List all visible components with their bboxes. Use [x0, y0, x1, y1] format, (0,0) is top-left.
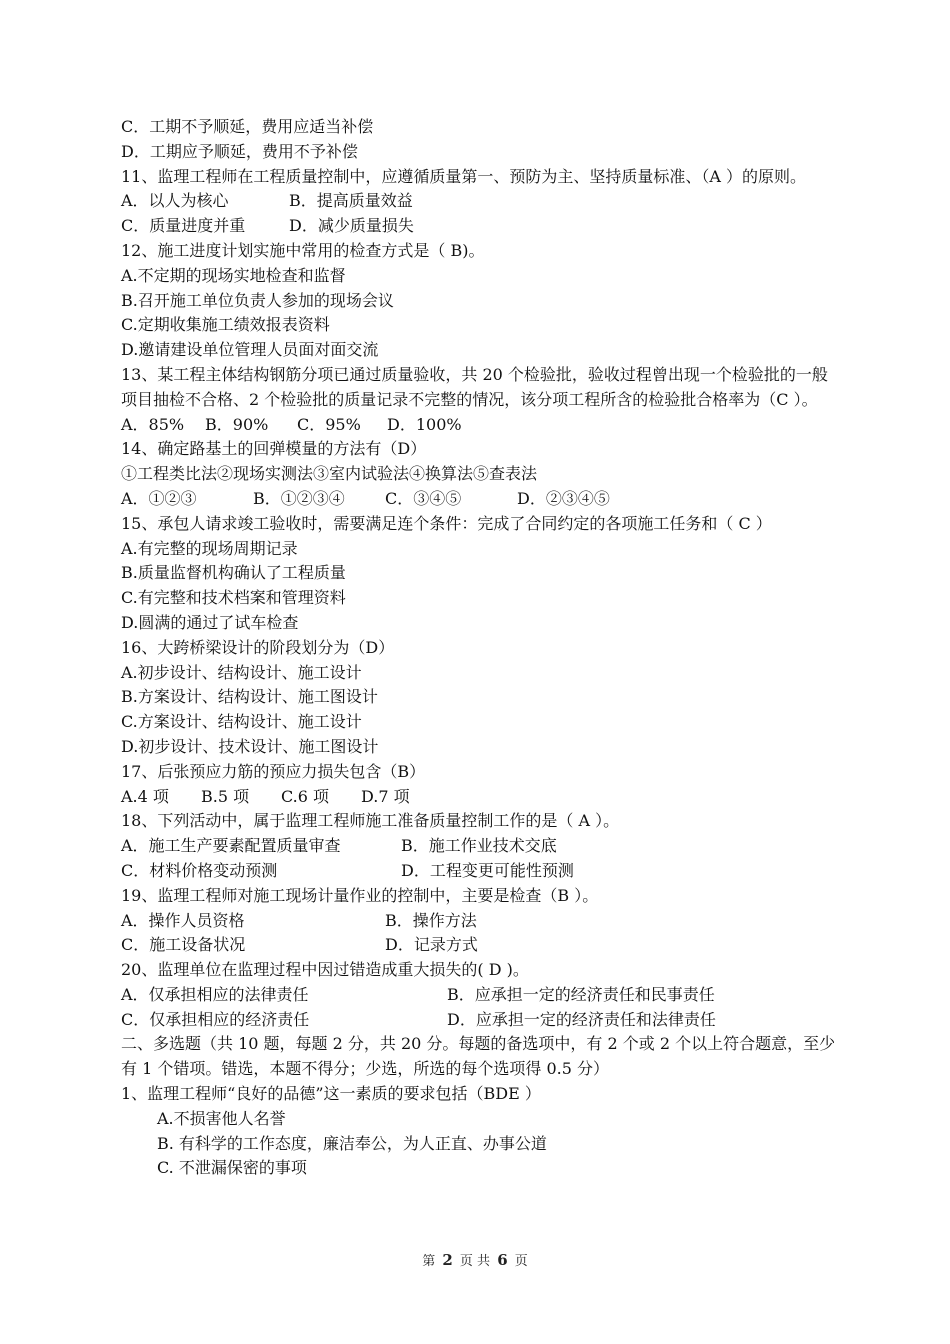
q18-option-d: D．工程变更可能性预测: [401, 860, 574, 880]
q18-option-c: C．材料价格变动预测: [121, 860, 278, 880]
s2-q1-option-b: B. 有科学的工作态度，廉洁奉公，为人正直、办事公道: [157, 1133, 547, 1153]
q20-stem: 20、监理单位在监理过程中因过错造成重大损失的( D )。: [121, 960, 529, 980]
q19-option-a: A．操作人员资格: [121, 910, 245, 930]
footer-suffix: 页: [514, 1254, 528, 1269]
q18-options-row-2: [121, 859, 841, 884]
q20-option-d: D．应承担一定的经济责任和法律责任: [447, 1009, 716, 1029]
q15-option-d: D.圆满的通过了试车检查: [121, 612, 299, 632]
q14-option-d: D．②③④⑤: [517, 488, 610, 508]
q14-option-c: C．③④⑤: [385, 488, 462, 508]
q19-option-d: D．记录方式: [385, 935, 478, 955]
q19-options-row-2: [121, 933, 841, 958]
q20-option-b: B．应承担一定的经济责任和民事责任: [447, 984, 715, 1004]
q18-stem: 18、下列活动中，属于监理工程师施工准备质量控制工作的是（ A ）。: [121, 811, 620, 831]
q11-option-a: A．以人为核心: [121, 191, 229, 211]
q11-option-d: D．减少质量损失: [289, 216, 414, 236]
q20-options-row-2: [121, 1008, 841, 1033]
q20-options-row-1: [121, 983, 841, 1008]
footer-total-pages: 6: [497, 1251, 508, 1269]
q11-option-b: B．提高质量效益: [289, 191, 413, 211]
page-footer: [0, 1250, 950, 1269]
q15-option-b: B.质量监督机构确认了工程质量: [121, 563, 346, 583]
q10-option-d: D．工期应予顺延，费用不予补偿: [121, 141, 358, 161]
q10-option-c: C．工期不予顺延，费用应适当补偿: [121, 117, 374, 136]
q18-option-a: A．施工生产要素配置质量审查: [121, 836, 341, 856]
q17-options-row: [121, 785, 841, 810]
q16-option-d: D.初步设计、技术设计、施工图设计: [121, 736, 379, 756]
q11-options-row-2: [121, 214, 841, 239]
q13-option-a: A．85%: [121, 414, 185, 434]
q12-stem: 12、施工进度计划实施中常用的检查方式是（ B)。: [121, 240, 485, 260]
q16-option-a: A.初步设计、结构设计、施工设计: [121, 662, 362, 682]
q14-options-row: [121, 487, 841, 512]
q11-stem: 11、监理工程师在工程质量控制中，应遵循质量第一、预防为主、坚持质量标准、（A ）的原则。: [121, 166, 807, 186]
q15-stem: 15、承包人请求竣工验收时，需要满足连个条件：完成了合同约定的各项施工任务和（ C ）: [121, 513, 772, 533]
q12-option-b: B.召开施工单位负责人参加的现场会议: [121, 290, 394, 310]
q19-options-row-1: [121, 909, 841, 934]
q16-option-c: C.方案设计、结构设计、施工设计: [121, 712, 362, 732]
q11-options-row-1: [121, 189, 841, 214]
s2-q1-option-c: C. 不泄漏保密的事项: [157, 1158, 307, 1178]
q13-option-d: D．100%: [387, 414, 462, 434]
q20-option-a: A．仅承担相应的法律责任: [121, 984, 309, 1004]
q17-option-d: D.7 项: [361, 786, 410, 806]
q14-items: ①工程类比法②现场实测法③室内试验法④换算法⑤查表法: [121, 464, 538, 484]
q12-option-c: C.定期收集施工绩效报表资料: [121, 315, 330, 335]
q20-option-c: C．仅承担相应的经济责任: [121, 1009, 310, 1029]
q12-option-a: A.不定期的现场实地检查和监督: [121, 265, 346, 285]
s2-q1-option-a: A.不损害他人名誉: [157, 1108, 286, 1128]
q12-option-d: D.邀请建设单位管理人员面对面交流: [121, 340, 379, 360]
q11-option-c: C．质量进度并重: [121, 216, 246, 236]
footer-prefix: 第: [422, 1254, 436, 1269]
section2-header: 二、多选题（共 10 题，每题 2 分，共 20 分。每题的备选项中，有 2 个或 2 个以上符合题意，至少有 1 个错项。错选，本题不得分；少选，所选的每个选项得 0.5 分）: [121, 1034, 836, 1079]
q13-options-row: [121, 413, 841, 438]
s2-q1-stem: 1、监理工程师“良好的品德”这一素质的要求包括（BDE ）: [121, 1084, 541, 1104]
q19-option-b: B．操作方法: [385, 910, 477, 930]
q15-option-a: A.有完整的现场周期记录: [121, 538, 298, 558]
q17-option-a: A.4 项: [121, 786, 169, 806]
q13-option-b: B．90%: [205, 414, 269, 434]
q17-option-c: C.6 项: [281, 786, 330, 806]
page-content: [121, 115, 841, 1181]
q18-option-b: B．施工作业技术交底: [401, 836, 557, 856]
q16-stem: 16、大跨桥梁设计的阶段划分为（D）: [121, 637, 395, 657]
q14-option-a: A．①②③: [121, 488, 197, 508]
q19-option-c: C．施工设备状况: [121, 935, 246, 955]
footer-middle: 页 共: [459, 1254, 491, 1269]
q17-stem: 17、后张预应力筋的预应力损失包含（B）: [121, 761, 426, 781]
footer-current-page: 2: [442, 1251, 453, 1269]
q14-stem: 14、确定路基土的回弹模量的方法有（D）: [121, 439, 427, 459]
q14-option-b: B．①②③④: [253, 488, 345, 508]
q15-option-c: C.有完整和技术档案和管理资料: [121, 588, 346, 608]
q19-stem: 19、监理工程师对施工现场计量作业的控制中，主要是检查（B ）。: [121, 885, 599, 905]
q13-option-c: C．95%: [297, 414, 361, 434]
q16-option-b: B.方案设计、结构设计、施工图设计: [121, 687, 378, 707]
q17-option-b: B.5 项: [201, 786, 250, 806]
q18-options-row-1: [121, 834, 841, 859]
q13-stem: 13、某工程主体结构钢筋分项已通过质量验收，共 20 个检验批，验收过程曾出现一个检验批的一般项目抽检不合格、2 个检验批的质量记录不完整的情况，该分项工程所含的检验批合格率为（C ）。: [121, 364, 828, 409]
